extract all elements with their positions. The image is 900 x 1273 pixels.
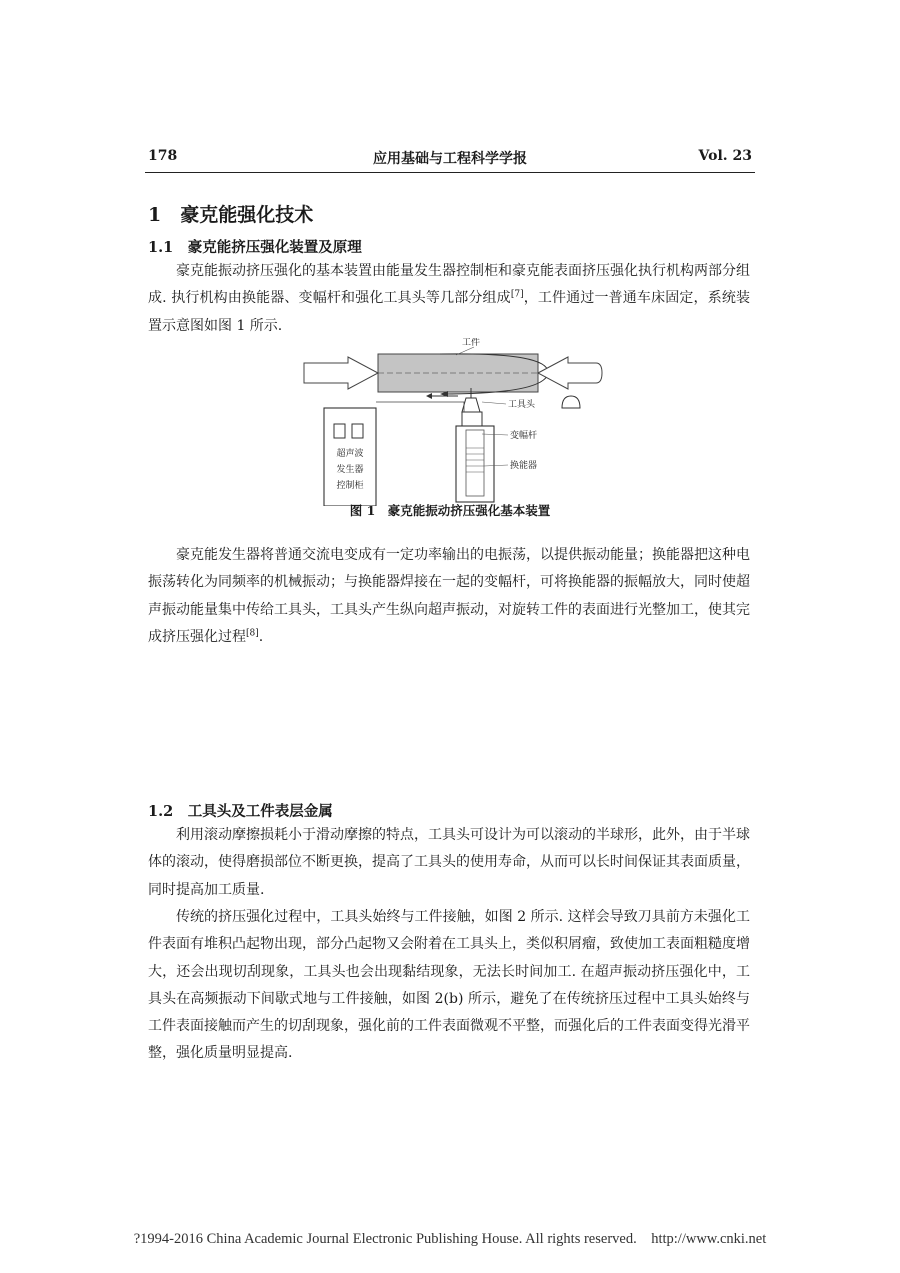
label-controller-3: 控制柜 [336,481,364,491]
subsection-title-1-2: 1.2 工具头及工件表层金属 [148,803,333,820]
page-number: 178 [148,148,178,164]
subsection-title-1-1: 1.1 豪克能挤压强化装置及原理 [148,239,362,256]
paragraph-4: 利用滚动摩擦损耗小于滑动摩擦的特点，工具头可设计为可以滚动的半球形，此外，由于半球体的滚动，使得磨损部位不断更换，提高了工具头的使用寿命，从而可以长时间保证其表面质量，同时提高加工质量. [148,827,750,898]
label-controller-2: 发生器 [336,465,364,475]
label-controller-1: 超声波 [336,449,364,459]
paragraph-2: 豪克能发生器将普通交流电变成有一定功率输出的电振荡，以提供振动能量；换能器把这种电振荡转化为同频率的机械振动；与换能器焊接在一起的变幅杆，可将换能器的振幅放大，同时使超声振动能量集中传给工具头，工具头产生纵向超声振动，对旋转工件的表面进行光整加工，使其完成挤压强化过程[8]. [148,547,750,645]
copyright-footer: ?1994-2016 China Academic Journal Electronic Publishing House. All rights reserved. http://www.cnki.net [133,1231,767,1247]
figure-1-diagram [290,338,610,506]
section-title: 1 豪克能强化技术 [148,204,314,226]
journal-title: 应用基础与工程科学学报 [373,151,527,167]
citation-8: [8] [246,628,259,639]
volume-label: Vol. 23 [698,148,752,164]
paragraph-5: 传统的挤压强化过程中，工具头始终与工件接触，如图 2 所示. 这样会导致刀具前方未强化工件表面有堆积凸起物出现，部分凸起物又会附着在工具头上，类似积屑瘤，致使加工表面粗糙度增大，还会出现切刮现象，工具头也会出现黏结现象，无法长时间加工. 在超声振动挤压强化中，工具头在高频振动下间歇式地与工件接触，如图 2(b) 所示，避免了在传统挤压过程中工具头始终与工件表面接触而产生的切刮现象，强化前的工件表面微观不平整，而强化后的工件表面变得光滑平整，强化质量明显提高. [148,909,750,1062]
label-tool-head: 工具头 [508,400,536,410]
label-transducer: 换能器 [510,461,538,471]
paragraph-1: 豪克能振动挤压强化的基本装置由能量发生器控制柜和豪克能表面挤压强化执行机构两部分组成. 执行机构由换能器、变幅杆和强化工具头等几部分组成[7]，工件通过一普通车床固定，系统装置示意图如图 1 所示. [148,263,750,334]
citation-7: [7] [510,289,524,300]
label-workpiece: 工件 [462,338,481,348]
label-horn: 变幅杆 [510,431,538,441]
figure-1-caption: 图 1 豪克能振动挤压强化基本装置 [349,503,551,518]
header-rule [145,172,755,173]
